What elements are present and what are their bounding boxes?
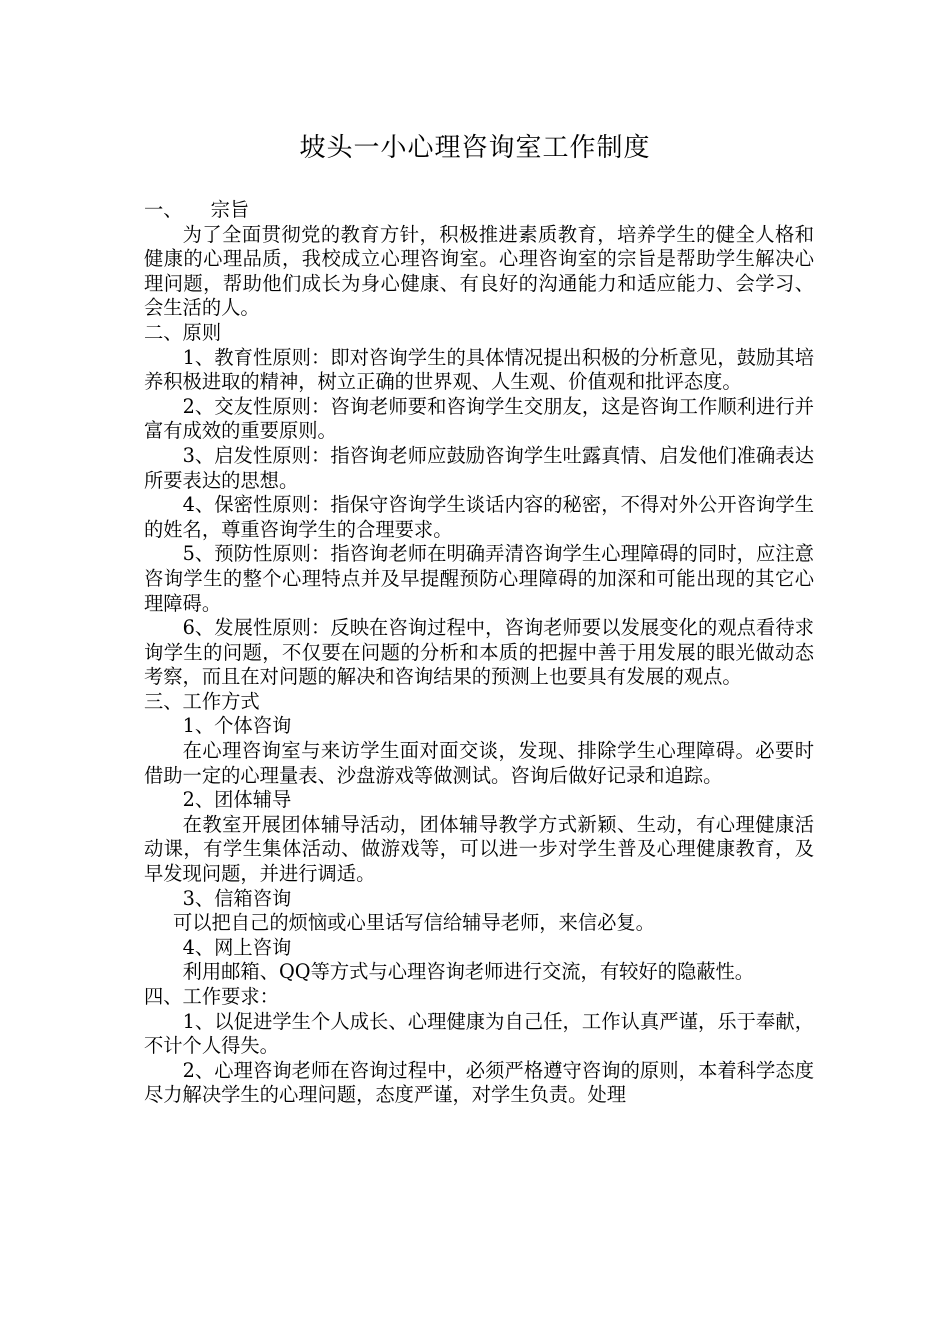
document-title: 坡头一小心理咨询室工作制度 bbox=[299, 133, 651, 163]
paragraph: 在教室开展团体辅导活动，团体辅导教学方式新颖、生动，有心理健康活动课，有学生集体活动、做游戏等，可以进一步对学生普及心理健康教育，及早发现问题，并进行调适。 bbox=[144, 812, 814, 886]
section-heading-text: 宗旨 bbox=[210, 198, 250, 221]
paragraph: 1、以促进学生个人成长、心理健康为自己任，工作认真严谨，乐于奉献，不计个人得失。 bbox=[144, 1009, 814, 1058]
section-number: 一、 bbox=[144, 198, 183, 221]
subheading: 3、信箱咨询 bbox=[182, 886, 292, 910]
paragraph: 2、交友性原则：咨询老师要和咨询学生交朋友，这是咨询工作顺利进行并富有成效的重要原则。 bbox=[144, 394, 814, 443]
section-heading: 三、工作方式 bbox=[144, 689, 260, 713]
section-heading: 二、原则 bbox=[144, 320, 222, 344]
subheading: 2、团体辅导 bbox=[182, 788, 292, 812]
document-body bbox=[144, 198, 814, 1108]
paragraph: 5、预防性原则：指咨询老师在明确弄清咨询学生心理障碍的同时，应注意咨询学生的整个心理特点并及早提醒预防心理障碍的加深和可能出现的其它心理障碍。 bbox=[144, 542, 814, 615]
subheading: 1、个体咨询 bbox=[182, 714, 292, 738]
section-heading: 四、工作要求： bbox=[144, 985, 279, 1008]
paragraph: 4、保密性原则：指保守咨询学生谈话内容的秘密，不得对外公开咨询学生的姓名，尊重咨询学生的合理要求。 bbox=[144, 493, 814, 541]
paragraph: 2、心理咨询老师在咨询过程中，必须严格遵守咨询的原则，本着科学态度尽力解决学生的心理问题，态度严谨，对学生负责。处理 bbox=[144, 1058, 814, 1107]
paragraph: 可以把自己的烦恼或心里话写信给辅导老师，来信必复。 bbox=[172, 911, 655, 935]
paragraph: 为了全面贯彻党的教育方针，积极推进素质教育，培养学生的健全人格和健康的心理品质，我校成立心理咨询室。心理咨询室的宗旨是帮助学生解决心理问题，帮助他们成长为身心健康、有良好的沟通能力和适应能力、会学习、会生活的人。 bbox=[144, 222, 814, 320]
subheading: 4、网上咨询 bbox=[182, 935, 292, 959]
paragraph: 在心理咨询室与来访学生面对面交谈，发现、排除学生心理障碍。必要时借助一定的心理量表、沙盘游戏等做测试。咨询后做好记录和追踪。 bbox=[144, 739, 814, 787]
paragraph: 3、启发性原则：指咨询老师应鼓励咨询学生吐露真情、启发他们准确表达所要表达的思想。 bbox=[144, 443, 814, 492]
paragraph: 利用邮箱、QQ等方式与心理咨询老师进行交流，有较好的隐蔽性。 bbox=[182, 960, 755, 984]
section-heading bbox=[144, 198, 814, 223]
paragraph: 1、教育性原则：即对咨询学生的具体情况提出积极的分析意见，鼓励其培养积极进取的精神，树立正确的世界观、人生观、价值观和批评态度。 bbox=[144, 345, 814, 394]
paragraph: 6、发展性原则：反映在咨询过程中，咨询老师要以发展变化的观点看待求询学生的问题，不仅要在问题的分析和本质的把握中善于用发展的眼光做动态考察，而且在对问题的解决和咨询结果的预测上也要具有发展的观点。 bbox=[144, 616, 814, 689]
